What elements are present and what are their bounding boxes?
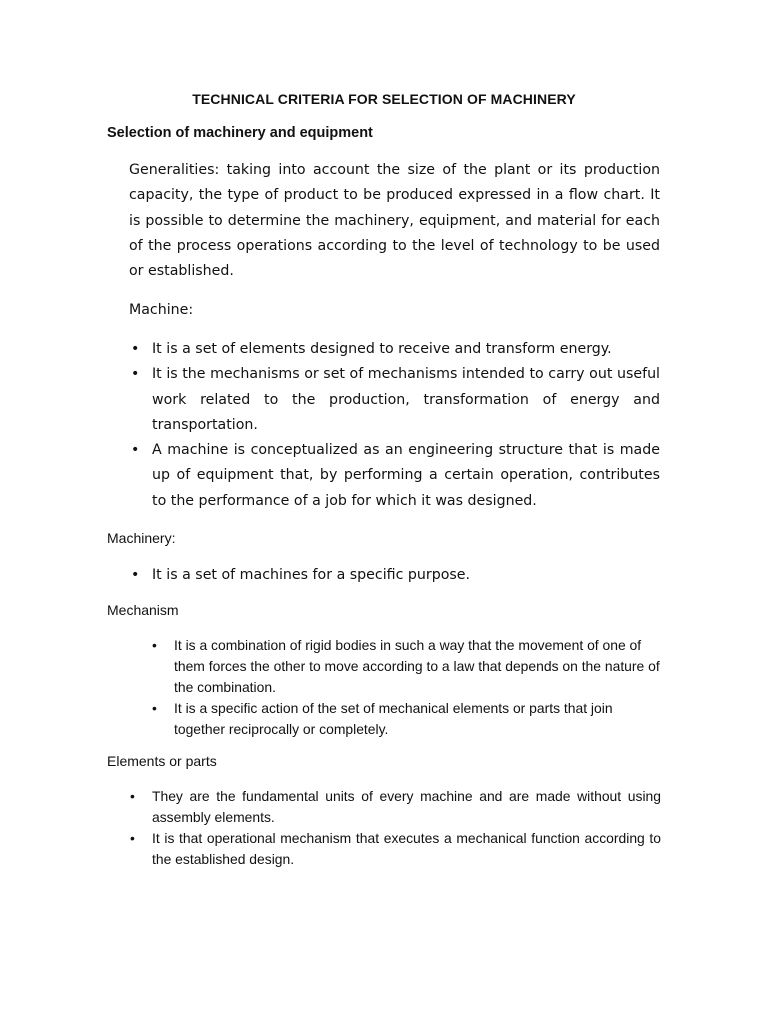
- mechanism-bullet-list: [152, 635, 664, 740]
- bullet-icon: •: [131, 341, 140, 357]
- bullet-icon: •: [130, 830, 135, 846]
- list-item-text: It is a specific action of the set of mechanical elements or parts that join together reciprocally or completely.: [174, 700, 613, 737]
- list-item-text: It is the mechanisms or set of mechanisms intended to carry out useful work related to the production, transformation of energy and transportation.: [152, 366, 660, 433]
- bullet-icon: •: [131, 442, 140, 459]
- machine-bullet-list: [131, 337, 660, 514]
- list-item-text: It is a set of elements designed to receive and transform energy.: [152, 341, 612, 357]
- bullet-icon: •: [130, 788, 135, 804]
- list-item-text: It is that operational mechanism that executes a mechanical function according to the established design.: [152, 830, 661, 867]
- list-item: [131, 337, 660, 362]
- bullet-icon: •: [152, 637, 157, 653]
- bullet-icon: •: [131, 567, 140, 583]
- list-item: [131, 438, 660, 514]
- list-item-text: They are the fundamental units of every machine and are made without using assembly elements.: [152, 788, 661, 825]
- list-item: [152, 635, 664, 698]
- list-item-text: It is a combination of rigid bodies in such a way that the movement of one of them forces the other to move according to a law that depends on the nature of the combination.: [174, 637, 660, 695]
- bullet-icon: •: [152, 700, 157, 716]
- list-item-text: It is a set of machines for a specific purpose.: [152, 567, 471, 583]
- machine-heading: Machine:: [129, 302, 194, 318]
- machinery-bullet-list: [131, 563, 660, 588]
- list-item: [152, 698, 664, 740]
- list-item: [131, 563, 660, 588]
- elements-heading: Elements or parts: [107, 753, 217, 769]
- list-item: [130, 828, 661, 870]
- mechanism-heading: Mechanism: [107, 602, 179, 618]
- section-heading: Selection of machinery and equipment: [107, 125, 373, 141]
- machinery-heading: Machinery:: [107, 530, 176, 546]
- page-title: TECHNICAL CRITERIA FOR SELECTION OF MACHINERY: [192, 91, 576, 107]
- list-item-text: A machine is conceptualized as an engineering structure that is made up of equipment that, by performing a certain operation, contributes to the performance of a job for which it was designed.: [152, 442, 660, 509]
- list-item: [130, 786, 661, 828]
- generalities-paragraph: Generalities: taking into account the size of the plant or its production capacity, the type of product to be produced expressed in a flow chart. It is possible to determine the machinery, equipment, and material for each of the process operations according to the level of technology to be used or established.: [129, 162, 660, 280]
- list-item: [131, 362, 660, 438]
- bullet-icon: •: [131, 366, 140, 383]
- elements-bullet-list: [130, 786, 661, 870]
